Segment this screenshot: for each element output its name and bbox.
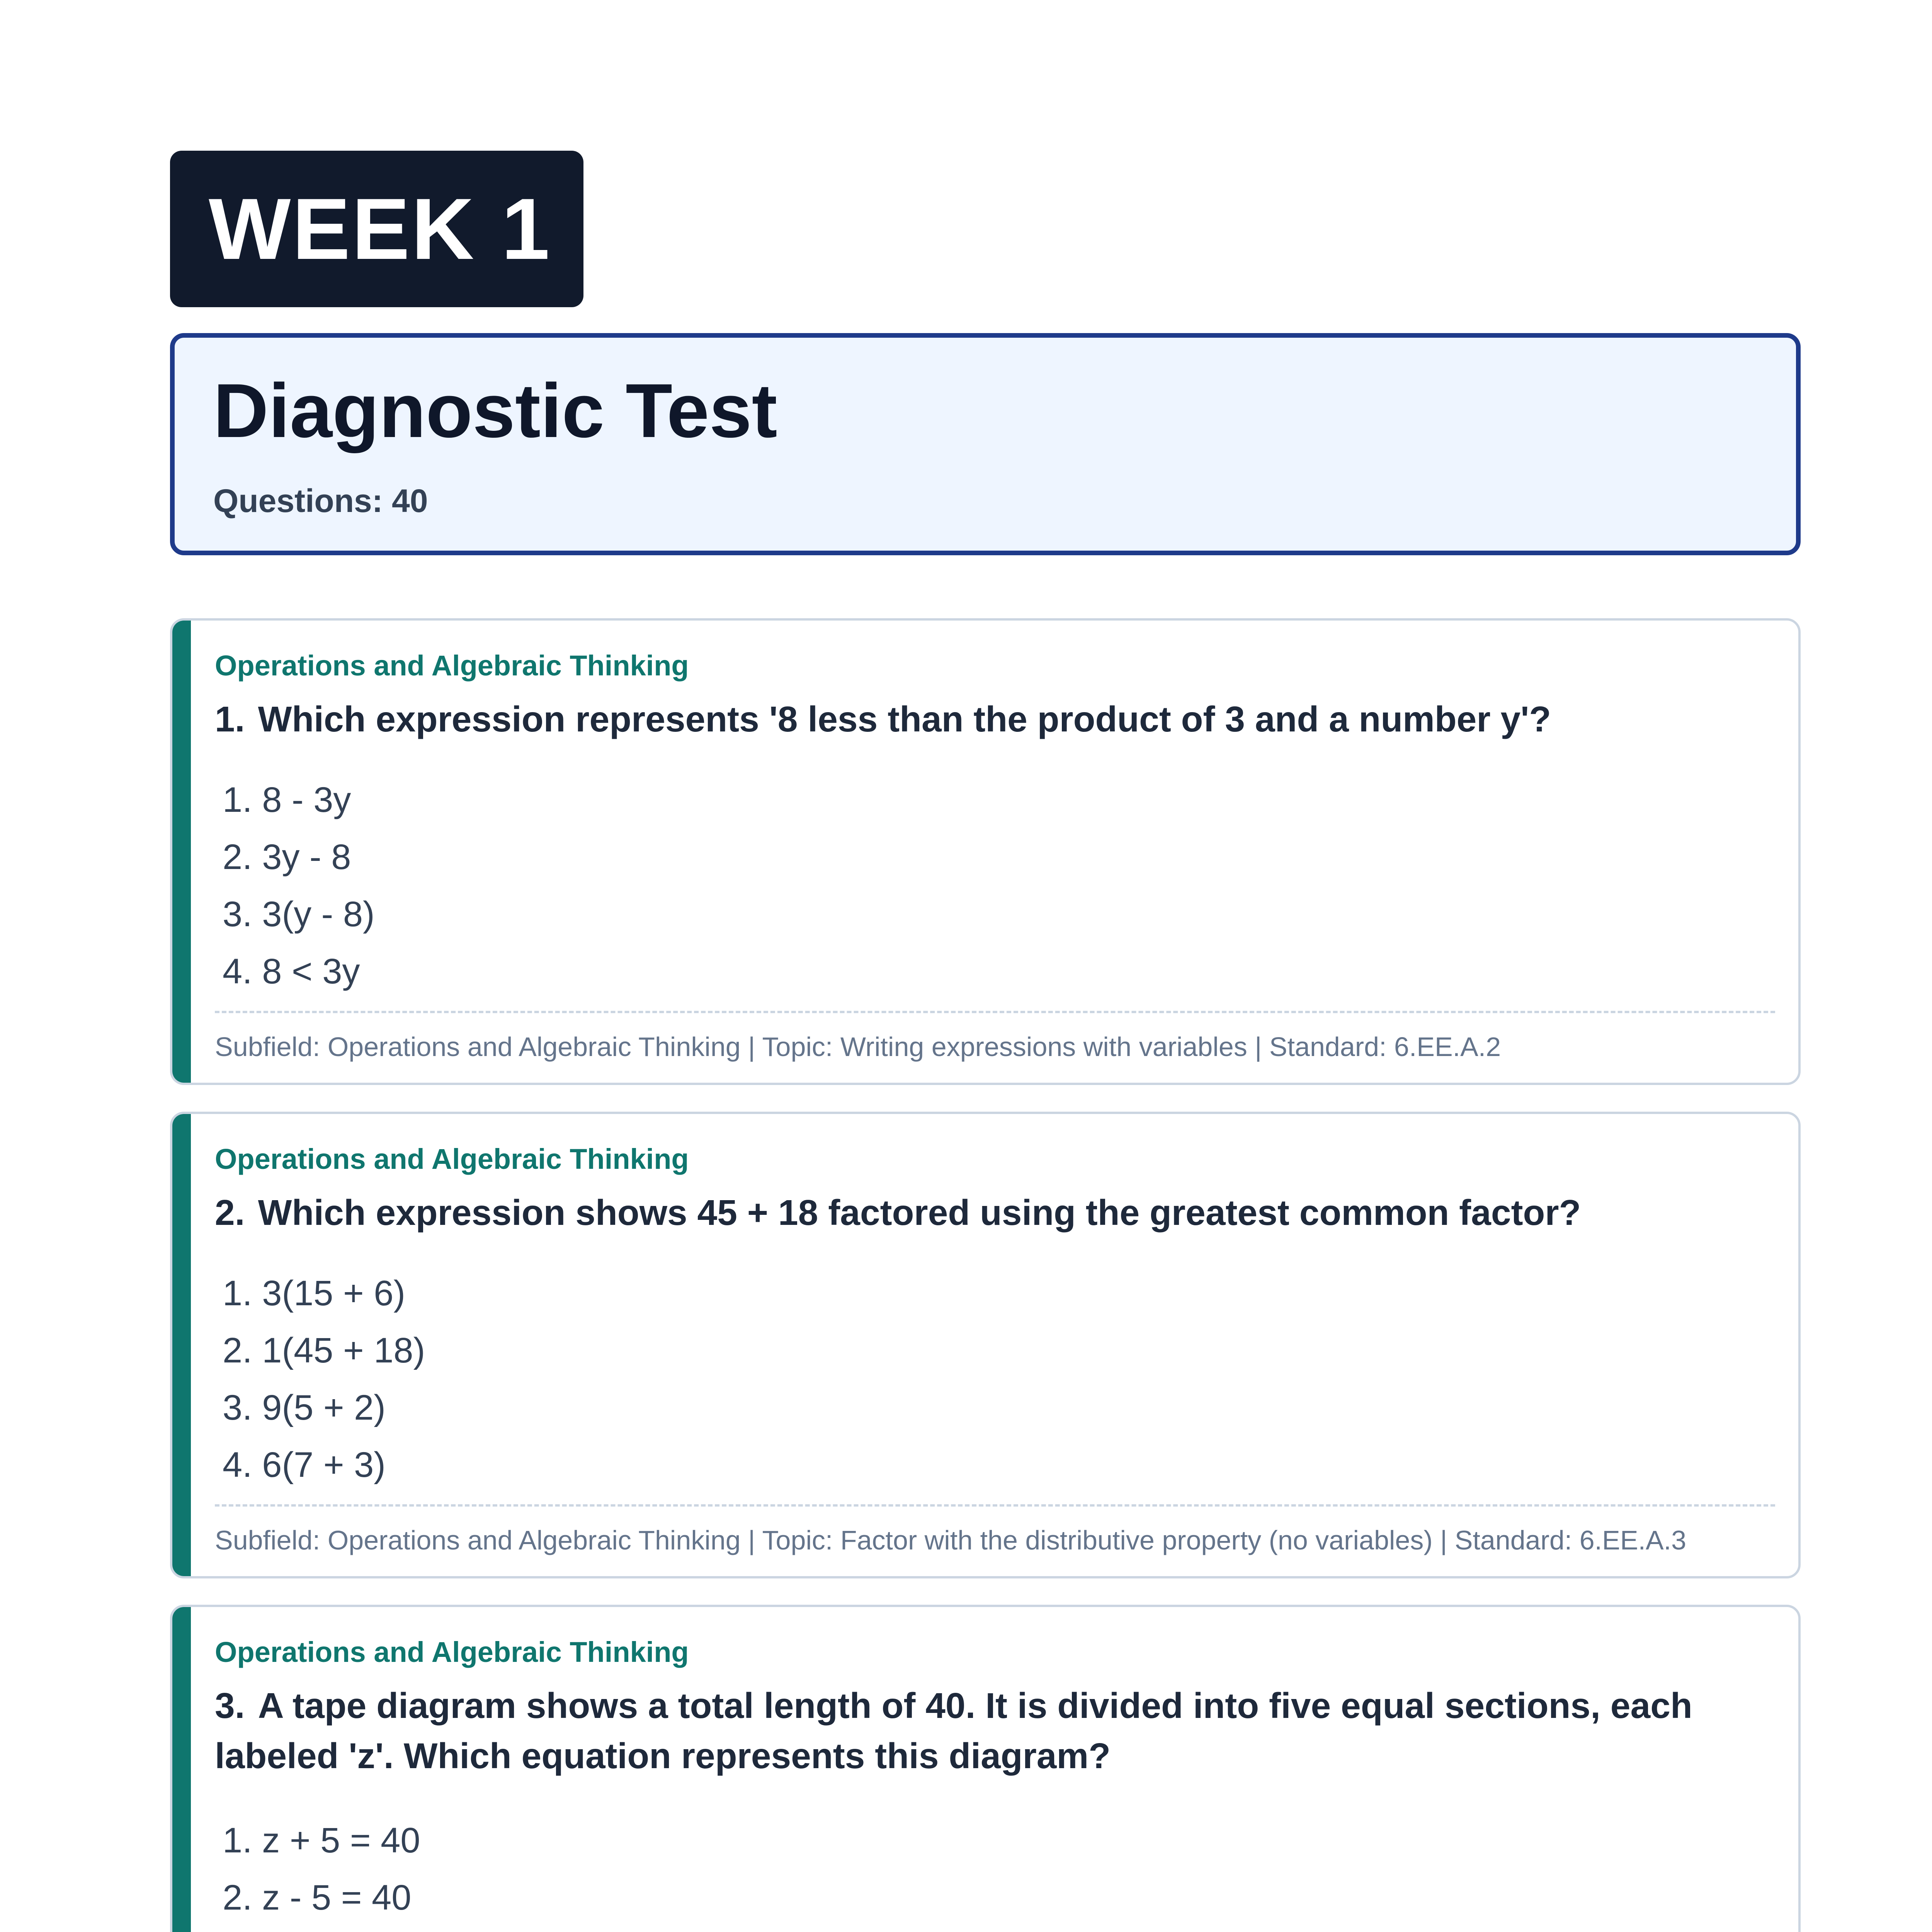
question-text (215, 1187, 1752, 1238)
question-metadata: Subfield: Operations and Algebraic Thinking | Topic: Factor with the distributive property (no variables) | Standard: 6.EE.A.3 (215, 1525, 1687, 1555)
answer-option[interactable]: 1. 8 - 3y (223, 780, 351, 820)
question-count: Questions: 40 (213, 483, 428, 519)
answer-option[interactable] (223, 1926, 420, 1932)
question-card-2 (170, 1112, 1801, 1578)
card-accent-bar (172, 621, 191, 1083)
subfield-heading: Operations and Algebraic Thinking (215, 1636, 689, 1668)
question-prompt: A tape diagram shows a total length of 40. It is divided into five equal sections, each labeled 'z'. Which equation represents this diagram? (215, 1685, 1692, 1776)
answer-option[interactable]: 3. 9(5 + 2) (223, 1388, 386, 1427)
question-prompt: Which expression shows 45 + 18 factored using the greatest common factor? (258, 1192, 1581, 1233)
question-number: 2. (215, 1192, 245, 1233)
answer-option[interactable]: 4. 8 < 3y (223, 952, 360, 991)
question-card-3 (170, 1605, 1801, 1932)
answer-option[interactable]: 3. 3(y - 8) (223, 895, 375, 934)
answer-option[interactable]: 4. 6(7 + 3) (223, 1445, 386, 1485)
answer-options (223, 1812, 420, 1932)
answer-option[interactable]: 1. z + 5 = 40 (223, 1821, 420, 1860)
answer-option[interactable]: 1. 3(15 + 6) (223, 1274, 406, 1313)
answer-option[interactable]: 2. 1(45 + 18) (223, 1331, 425, 1370)
page-title: Diagnostic Test (213, 368, 777, 453)
question-text (215, 1680, 1752, 1781)
test-header (170, 333, 1801, 555)
week-badge (170, 151, 583, 307)
question-number: 1. (215, 699, 245, 739)
question-metadata: Subfield: Operations and Algebraic Thinking | Topic: Writing expressions with variables | Standard: 6.EE.A.2 (215, 1032, 1501, 1062)
card-accent-bar (172, 1114, 191, 1576)
answer-options (223, 1265, 425, 1493)
answer-option[interactable]: 2. z - 5 = 40 (223, 1878, 412, 1917)
answer-option[interactable]: 2. 3y - 8 (223, 837, 351, 877)
week-label: WEEK 1 (209, 180, 551, 277)
card-accent-bar (172, 1607, 191, 1932)
divider (215, 1504, 1775, 1507)
subfield-heading: Operations and Algebraic Thinking (215, 1143, 689, 1175)
divider (215, 1011, 1775, 1013)
subfield-heading: Operations and Algebraic Thinking (215, 650, 689, 682)
question-number: 3. (215, 1685, 245, 1726)
question-card-1 (170, 618, 1801, 1085)
question-text (215, 694, 1752, 744)
question-prompt: Which expression represents '8 less than the product of 3 and a number y'? (258, 699, 1551, 739)
answer-options (223, 771, 375, 1000)
